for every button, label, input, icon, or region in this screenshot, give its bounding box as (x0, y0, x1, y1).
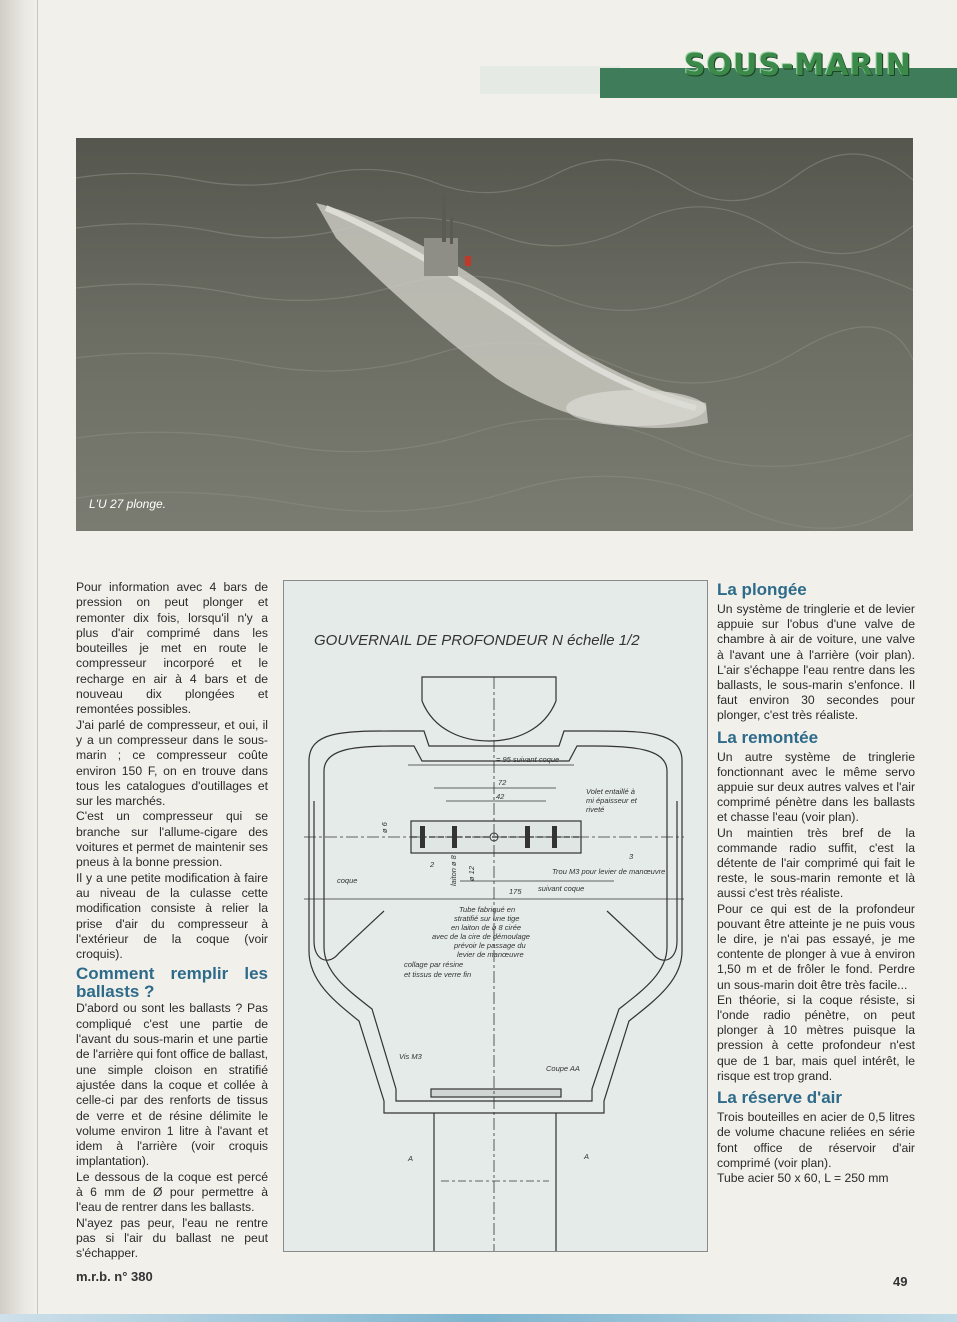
label-tube-1: Tube fabriqué en (459, 905, 516, 914)
label-volet-3: riveté (586, 805, 605, 814)
section-heading: Comment remplir les ballasts ? (76, 964, 268, 1002)
dimension-95: = 95 suivant coque (496, 755, 560, 764)
page-number: 49 (893, 1274, 908, 1289)
label-vis: Vis M3 (399, 1052, 422, 1061)
section-marker-a-right: A (584, 1152, 590, 1161)
dimension-3: 3 (629, 852, 634, 861)
label-tube-3: en laiton de ø 8 cirée (451, 923, 522, 932)
paragraph: Le dessous de la coque est percé à 6 mm de Ø pour permettre à l'eau de rentrer dans les ballasts. (76, 1169, 268, 1215)
paragraph: Pour ce qui est de la profondeur pouvant être atteinte je ne puis vous le dire, je n'ai pas essayé, je me contente de plonger à vue à environ 1,50 m et de frôler le fond. Perdre un sous-marin doit être très facile... (717, 901, 915, 992)
label-phi6: ø 6 (380, 822, 389, 833)
dimension-42: 42 (496, 792, 505, 801)
technical-diagram (283, 580, 708, 1252)
label-suivant-coque: suivant coque (538, 884, 585, 893)
diagram-drawing (284, 581, 707, 1251)
label-tube-4: avec de la cire de démoulage (432, 932, 530, 941)
section-heading: La réserve d'air (717, 1088, 843, 1108)
label-laiton: laiton ø 8 (449, 855, 458, 886)
paragraph: Un autre système de tringlerie fonctionnant avec le même servo appuie sur deux autres valves et l'air comprimé pénètre dans les ballasts et chasse l'eau (voir plan). (717, 749, 915, 825)
dimension-2: 2 (430, 860, 435, 869)
bottom-color-strip (0, 1314, 957, 1322)
text-column-left (76, 580, 268, 1261)
text-column-right (717, 580, 915, 1186)
section-heading: La remontée (717, 727, 819, 747)
paragraph: N'ayez pas peur, l'eau ne rentre pas si l'air du ballast ne peut s'échapper. (76, 1215, 268, 1261)
page-spine (0, 0, 40, 1322)
section-marker-a-left: A (408, 1154, 414, 1163)
magazine-issue: m.r.b. n° 380 (76, 1269, 153, 1284)
spine-fold-line (37, 0, 38, 1322)
section-heading: La plongée (717, 580, 807, 599)
label-phi12: ø 12 (467, 865, 476, 881)
section-title: SOUS-MARIN (684, 48, 912, 83)
paragraph: Un système de tringlerie et de levier appuie sur l'obus d'une valve de chambre à air de voiture, une valve à l'avant une à l'arrière (voir plan). L'air s'échappe l'eau rentre dans les ballasts, le sous-marin s'enfonce. Il faut environ 30 secondes pour plonger, c'est très réaliste. (717, 602, 915, 723)
paragraph: Tube acier 50 x 60, L = 250 mm (717, 1170, 889, 1185)
dimension-175: 175 (509, 887, 522, 896)
paragraph: C'est un compresseur qui se branche sur l'allume-cigare des voitures et permet de maintenir ses pneus à la bonne pression. (76, 809, 268, 870)
label-volet-2: mi épaisseur et (586, 796, 637, 805)
photo-caption: L'U 27 plonge. (89, 497, 167, 511)
photo-illustration (76, 138, 913, 531)
label-tube-6: levier de manœuvre (457, 950, 524, 959)
dimension-72: 72 (498, 778, 507, 787)
label-tube-5: prévoir le passage du (454, 941, 526, 950)
label-volet-1: Volet entaillé à (586, 787, 635, 796)
paragraph: J'ai parlé de compresseur, et oui, il y a un compresseur dans le sous-marin ; ce compresseur coûte environ 150 F, on en trouve dans tous les catalogues d'outillages et sur les marchés. (76, 717, 268, 809)
label-tube-2: stratifié sur une tige (454, 914, 520, 923)
paragraph: Trois bouteilles en acier de 0,5 litres de volume chacune reliées en série font office de réservoir d'air comprimé (voir plan). (717, 1110, 915, 1170)
paragraph: Il y a une petite modification à faire au niveau de la culasse cette modification consiste à relier la prise d'air du compresseur à l'extérieur de la coque (voir croquis). (76, 870, 268, 962)
diagram-title: GOUVERNAIL DE PROFONDEUR N échelle 1/2 (314, 632, 640, 649)
submarine-photo (76, 138, 913, 531)
paragraph: Pour information avec 4 bars de pression on peut plonger et remonter dix fois, lorsqu'il n'y a plus d'air comprimé dans les bouteilles je met en route le compresseur incorporé et le recharge en air à 4 bars et de nouveau dix plongées et remontées possibles. (76, 580, 268, 717)
label-trou: Trou M3 pour levier de manœuvre (552, 867, 666, 876)
label-coque: coque (337, 876, 358, 885)
paragraph: Un maintien très bref de la commande radio suffit, c'est la détente de l'air comprimé qui fait le reste, le sous-marin remonte et là aussi c'est très réaliste. (717, 825, 915, 901)
paragraph: En théorie, si la coque résiste, si l'onde radio pénètre, on peut plonger à 10 mètres puisque la pression à cette profondeur n'est que de 1 bar, mais quel intérêt, le risque est trop grand. (717, 992, 915, 1083)
header-ghost-band (480, 66, 620, 94)
label-coupe: Coupe AA (546, 1064, 580, 1073)
label-collage-1: collage par résine (404, 960, 464, 969)
paragraph: D'abord ou sont les ballasts ? Pas compliqué c'est une partie de l'avant du sous-marin et une partie de l'arrière qui font office de ballast, une simple cloison en stratifié ajustée dans la coque et collée à celle-ci par des renforts de tissus de verre et de résine délimite le volume environ 1 litre à l'avant et idem à l'arrière (voir croquis implantation). (76, 1001, 268, 1169)
label-collage-2: et tissus de verre fin (404, 970, 472, 979)
